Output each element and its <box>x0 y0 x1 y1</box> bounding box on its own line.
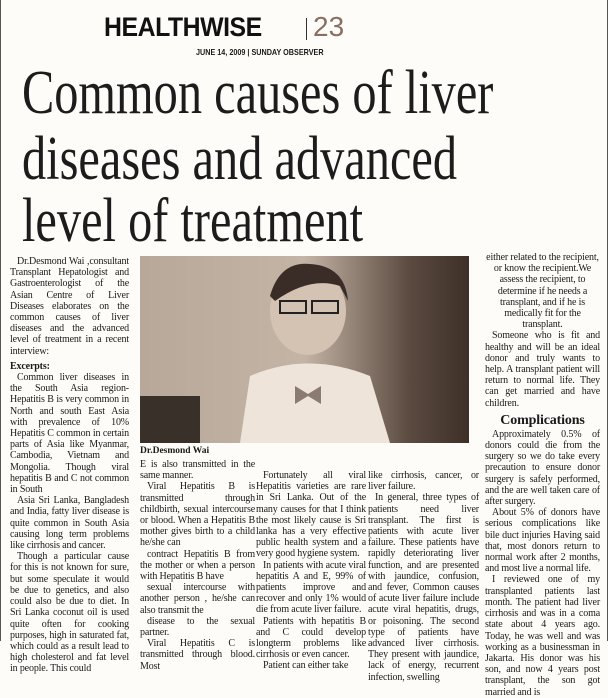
paragraph: Fortunately all viral Hepatitis varieties are rare in Sri Lanka. Out of the many causes for that I think the most likely cause is Sri lanka has a very effective public health system and a very good hygiene system. <box>256 470 366 560</box>
excerpts-subhead: Excerpts: <box>10 360 50 372</box>
headline-line-1: Common causes of liver <box>22 59 494 127</box>
column-3 <box>256 470 366 672</box>
complications-subhead: Complications <box>500 412 585 428</box>
paragraph: Viral Hepatitis B is transmitted through childbirth, sexual intercourse or blood. When a Hepatitis B mother gives birth to a child he/she can <box>140 481 255 549</box>
paragraph: Patient can either take <box>263 660 349 672</box>
column-5 <box>485 252 600 698</box>
column-4 <box>368 470 479 683</box>
intro-paragraph: Dr.Desmond Wai ,consultant Transplant Hepatologist and Gastroenterologist of the Asian Centre of Liver Diseases elaborates on the common causes of liver diseases and the advanced level of treatment in a recent interview: <box>10 256 129 357</box>
headline-line-2: diseases and advanced <box>22 125 458 193</box>
dateline: JUNE 14, 2009 | SUNDAY OBSERVER <box>196 47 324 57</box>
headline-line-3: level of treatment <box>22 187 364 255</box>
paragraph: Viral Hepatitis C is transmitted through blood. Most <box>140 638 255 672</box>
paragraph: Patients with hepatitis B and C could develop longterm problems like cirrhosis or even cancer. <box>256 615 366 661</box>
paragraph: Asia Sri Lanka, Bangladesh and India, fatty liver disease is quite common in South Asia causing long term problems like cirrhosis and cancer. <box>10 495 129 552</box>
paragraph: About 5% of donors have serious complications like bile duct injuries Having said that, most donors return to normal work after 2 months, and most live a normal life. <box>485 507 600 575</box>
paragraph: disease to the sexual partner. <box>140 615 255 639</box>
paragraph: like cirrhosis, cancer, or liver failure. <box>368 470 479 493</box>
masthead-divider <box>306 18 307 40</box>
photo-caption: Dr.Desmond Wai <box>140 446 210 456</box>
paragraph: In patients with acute viral hepatitis A and E, 99% of patients improve and recover and only 1% would die from acute liver failure. <box>256 559 366 616</box>
paragraph: Common liver diseases in the South Asia region- Hepatitis B is very common in North and south East Asia with prevalence of 10% Hepatitis C common in certain parts of Asia like Myanmar, Cambodia, Vietnam and Mongolia. Though viral hepatitis B and C not common in South <box>10 372 129 496</box>
section-masthead: HEALTHWISE <box>104 12 262 42</box>
paragraph: Approximately 0.5% of donors could die from the surgery so we do take every precaution to ensure donor surgery is safely performed, and the are well taken care of after surgery. <box>485 428 600 508</box>
page-number: 23 <box>313 11 345 42</box>
paragraph: In general, three types of patients need liver transplant. The first is patients with acute liver failure. These patients have rapidly deteriorating liver function, and are presented with jaundice, confusion, and fever, Common causes of acute liver failure include acute viral hepatitis, drugs, or poisoning. The second type of patients have advanced liver cirrhosis. They present with jaundice, lack of energy, recurrent infection, swelling <box>368 492 479 683</box>
paragraph: sexual intercourse with another person , he/she can also transmit the <box>140 582 255 616</box>
column-1 <box>10 256 129 675</box>
paragraph: E is also transmitted in the same manner. <box>140 459 255 482</box>
portrait-illustration <box>140 256 469 443</box>
portrait-photo <box>140 256 469 443</box>
paragraph: either related to the recipient, or know the recipient.We assess the recipient, to determine if he needs a transplant, and if he is medically fit for the transplant. <box>486 252 599 331</box>
column-2 <box>140 459 255 672</box>
paragraph: I reviewed one of my transplanted patients last month. The patient had liver cirrhosis and was in a coma state about 4 years ago. Today, he was well and was working as a businessman in Jakarta. His donor was his son, and now 4 years post transplant, the son got married and is <box>485 574 600 698</box>
paragraph: Someone who is fit and healthy and will be an ideal donor and truly wants to help. A transplant patient will return to normal life. They can get married and have children. <box>485 330 600 409</box>
paragraph: Though a particular cause for this is not known for sure, but some speculate it would be due to genetics, and also could also be due to diet. In Sri Lanka coconut oil is used quite often for cooking purposes, high in saturated fat, which could as a result lead to high cholesterol and fat level in people. This could <box>10 551 129 675</box>
paragraph: contract Hepatitis B from the mother or when a person with Hepatitis B have <box>140 548 255 583</box>
